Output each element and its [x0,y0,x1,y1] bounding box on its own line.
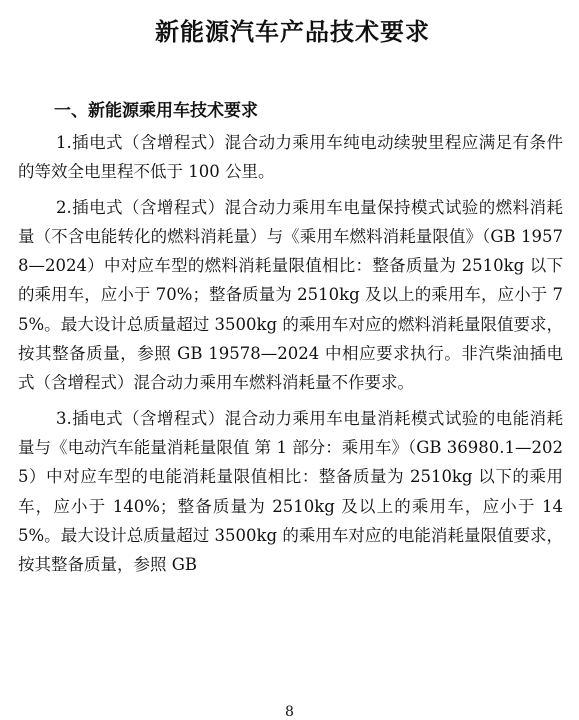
paragraph-1: 1.插电式（含增程式）混合动力乘用车纯电动续驶里程应满足有条件的等效全电里程不低于 100 公里。 [18,133,563,182]
paragraph-2: 2.插电式（含增程式）混合动力乘用车电量保持模式试验的燃料消耗量（不含电能转化的燃料消耗量）与《乘用车燃料消耗量限值》（GB 19578—2024）中对应车型的燃料消耗量限值相比：整备质量为 2510kg 以下的乘用车，应小于 70%；整备质量为 2510kg 及以上的乘用车，应小于 75%。最大设计总质量超过 3500kg 的乘用车对应的燃料消耗量限值要求，按其整备质量，参照 GB 19578—2024 中相应要求执行。非汽柴油插电式（含增程式）混合动力乘用车燃料消耗量不作要求。 [18,197,563,393]
document-title: 新能源汽车产品技术要求 [155,18,430,46]
paragraph-3: 3.插电式（含增程式）混合动力乘用车电量消耗模式试验的电能消耗量与《电动汽车能量消耗量限值 第 1 部分：乘用车》（GB 36980.1—2025）中对应车型的电能消耗量限值相比：整备质量为 2510kg 以下的乘用车，应小于 140%；整备质量为 2510kg 及以上的乘用车，应小于 145%。最大设计总质量超过 3500kg 的乘用车对应的电能消耗量限值要求，按其整备质量，参照 GB [18,408,563,575]
page-number: 8 [285,704,294,720]
section-heading: 一、新能源乘用车技术要求 [54,101,258,121]
